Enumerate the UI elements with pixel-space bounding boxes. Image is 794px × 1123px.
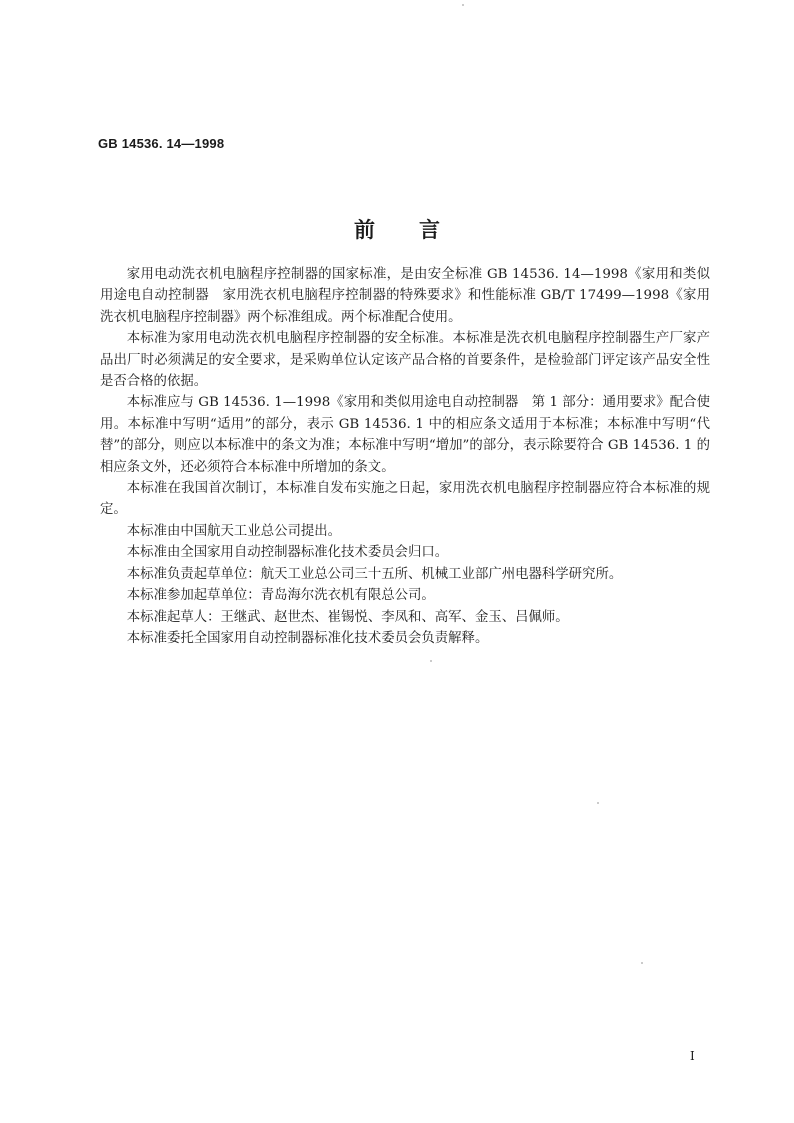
paragraph: 本标准起草人：王继武、赵世杰、崔锡悦、李凤和、高军、金玉、吕佩师。 — [126, 609, 569, 625]
foreword-body — [100, 264, 710, 649]
paragraph: 本标准应与 GB 14536. 1—1998《家用和类似用途电自动控制器 第 1 部分：通用要求》配合使用。本标准中写明“适用”的部分，表示 GB 14536. 1 中的相应条文适用于本标准；本标准中写明“代替”的部分，则应以本标准中的条文为准；本标准中写明“增加”的部分，表示除要符合 GB 14536. 1 的相应条文外，还必须符合本标准中所增加的条文。 — [100, 395, 710, 475]
standard-code: GB 14536. 14—1998 — [98, 136, 225, 151]
paragraph: 本标准参加起草单位：青岛海尔洗衣机有限总公司。 — [126, 588, 435, 604]
paragraph: 本标准由全国家用自动控制器标准化技术委员会归口。 — [126, 545, 449, 561]
scan-speck — [597, 802, 599, 804]
paragraph: 本标准为家用电动洗衣机电脑程序控制器的安全标准。本标准是洗衣机电脑程序控制器生产厂家产品出厂时必须满足的安全要求，是采购单位认定该产品合格的首要条件，是检验部门评定该产品安全性是否合格的依据。 — [100, 331, 710, 390]
page-title: 前言 — [354, 217, 484, 242]
paragraph: 家用电动洗衣机电脑程序控制器的国家标准，是由安全标准 GB 14536. 14—1998《家用和类似用途电自动控制器 家用洗衣机电脑程序控制器的特殊要求》和性能标准 GB/T 17499—1998《家用洗衣机电脑程序控制器》两个标准组成。两个标准配合使用。 — [100, 267, 710, 325]
paragraph: 本标准负责起草单位：航天工业总公司三十五所、机械工业部广州电器科学研究所。 — [126, 566, 623, 582]
page-number: I — [690, 1049, 695, 1063]
paragraph: 本标准在我国首次制订，本标准自发布实施之日起，家用洗衣机电脑程序控制器应符合本标准的规定。 — [100, 481, 710, 518]
scan-speck — [430, 660, 432, 662]
scan-speck — [462, 4, 464, 6]
paragraph: 本标准由中国航天工业总公司提出。 — [126, 523, 342, 539]
scan-speck — [641, 962, 643, 964]
paragraph: 本标准委托全国家用自动控制器标准化技术委员会负责解释。 — [126, 630, 489, 646]
